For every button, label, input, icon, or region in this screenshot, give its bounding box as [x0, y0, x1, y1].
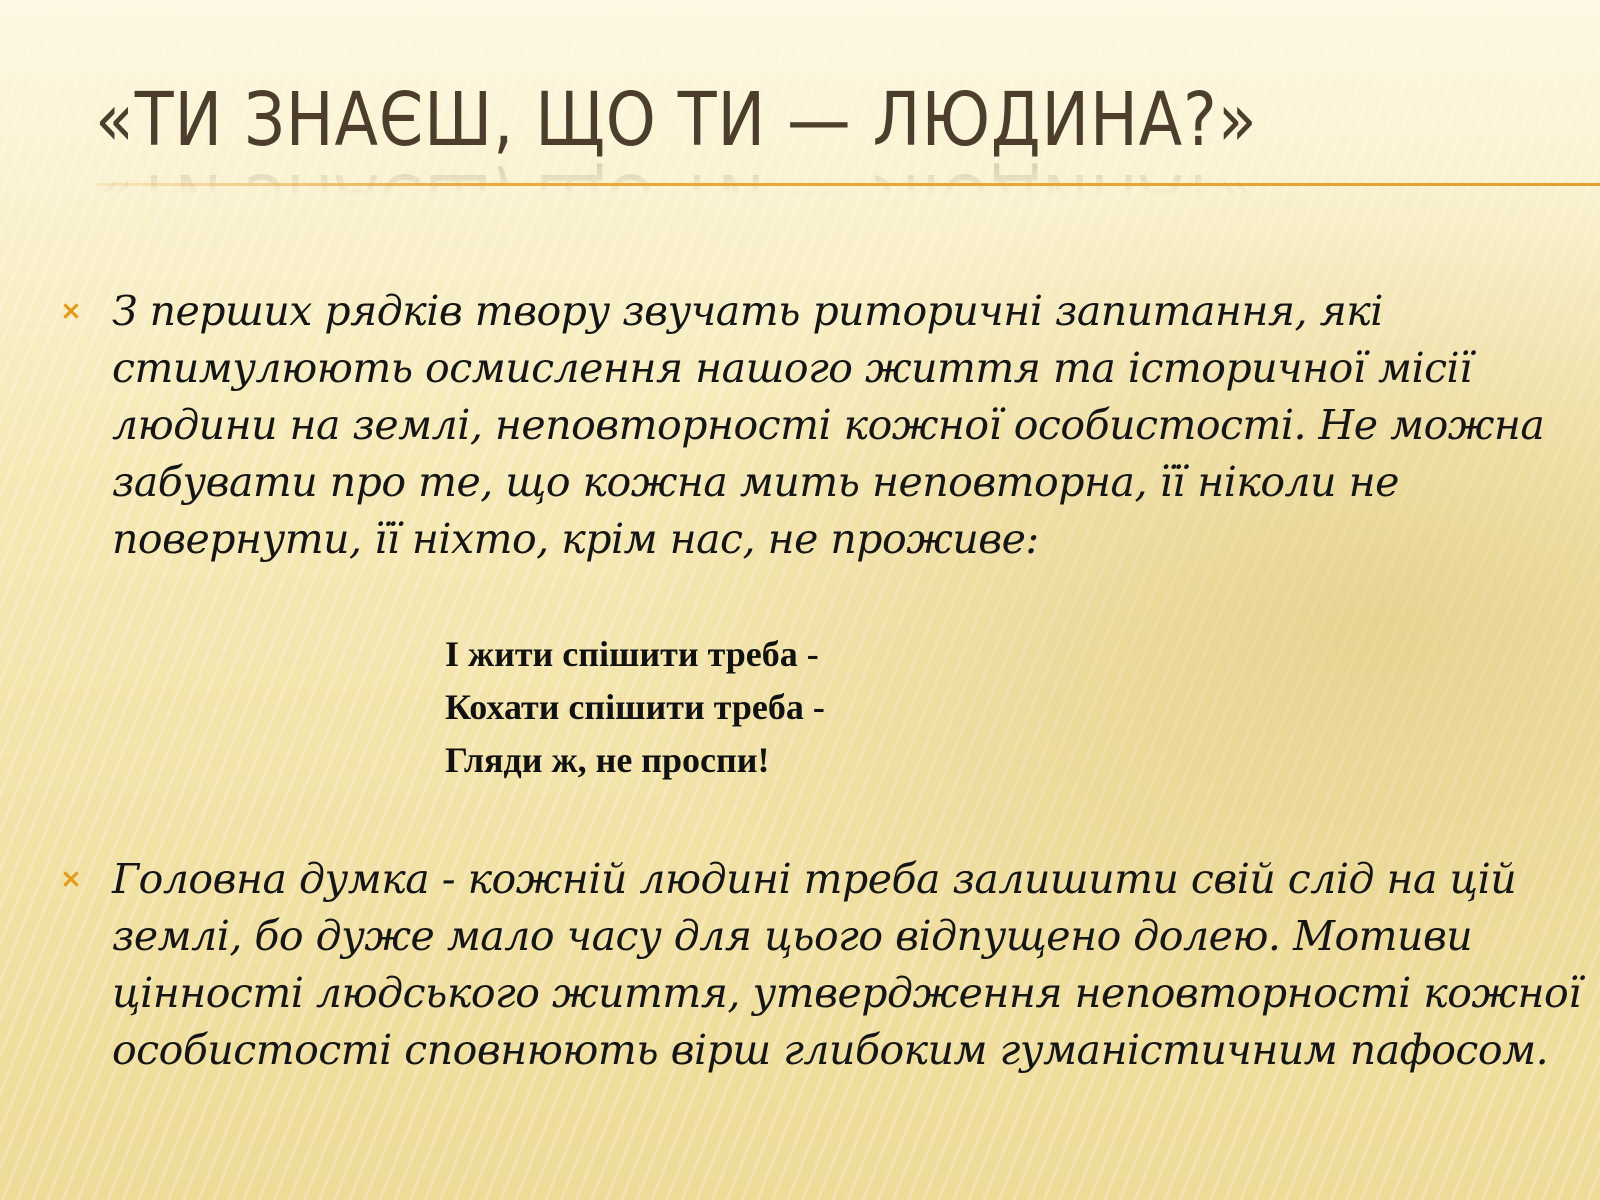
quote-line-1: І жити спішити треба -: [445, 634, 819, 674]
bullet-item-1: [112, 283, 1582, 568]
poem-quote: [445, 628, 825, 787]
quote-line-2: Кохати спішити треба -: [445, 687, 825, 727]
bullet-text: Головна думка - кожній людині треба залишити свій слід на цій землі, бо дуже мало часу для цього відпущено долею. Мотиви цінності людського життя, утвердження неповторності кожної особистості сповнюють вірш глибоким гуманістичним пафосом.: [112, 855, 1581, 1074]
x-mark-icon: [60, 868, 82, 890]
bullet-text: З перших рядків твору звучать риторичні запитання, які стимулюють осмислення нашого життя та історичної місії людини на землі, неповторності кожної особистості. Не можна забувати про те, що кожна мить неповторна, її ніколи не повернути, її ніхто, крім нас, не проживе:: [112, 287, 1545, 563]
x-mark-icon: [60, 300, 82, 322]
quote-line-3: Гляди ж, не проспи!: [445, 740, 770, 780]
slide-title: «ТИ ЗНАЄШ, ЩО ТИ — ЛЮДИНА?»: [95, 77, 1258, 163]
bullet-item-2: [112, 851, 1582, 1079]
title-divider: [95, 183, 1600, 186]
